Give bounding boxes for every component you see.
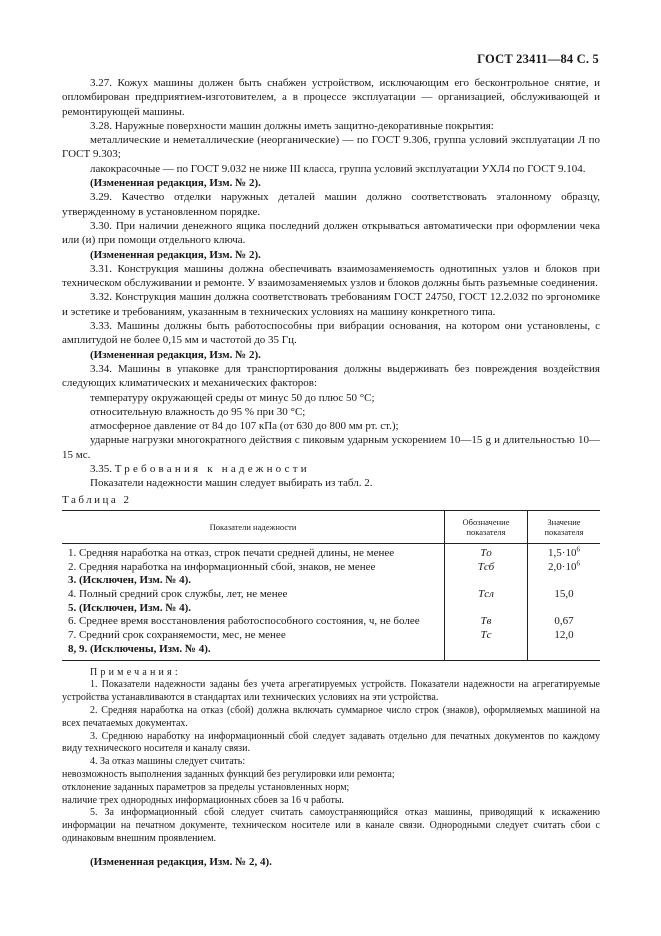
cell-indicator: 3. (Исключен, Изм. № 4). xyxy=(62,574,445,588)
cell-indicator: 5. (Исключен, Изм. № 4). xyxy=(62,602,445,616)
clause-3-29: 3.29. Качество отделки наружных деталей машин должно соответствовать эталонному образцу, утвержденному в установленном порядке. xyxy=(62,191,600,218)
cell-value xyxy=(528,643,601,660)
cell-indicator: 6. Среднее время восстановления работоспособного состояния, ч, не более xyxy=(62,615,445,629)
note-4-b: отклонение заданных параметров за пределы установленных норм; xyxy=(62,781,350,793)
clause-3-32: 3.32. Конструкция машин должна соответствовать требованиям ГОСТ 24750, ГОСТ 12.2.032 по эргономике и эстетике и требованиям, указанным в технических условиях на машину конкретного типа. xyxy=(62,291,600,318)
clause-3-34-temperature: температуру окружающей среды от минус 50 до плюс 50 °С; xyxy=(90,391,375,404)
note-2: 2. Средняя наработка на отказ (сбой) должна включать суммарное число строк (знаков), оформляемых машиной на всех печатаемых документах. xyxy=(62,704,600,729)
cell-indicator: 2. Средняя наработка на информационный сбой, знаков, не менее xyxy=(62,561,445,575)
note-4-a: невозможность выполнения заданных функций без регулировки или ремонта; xyxy=(62,768,395,780)
cell-indicator: 7. Средний срок сохраняемости, мес, не менее xyxy=(62,629,445,643)
cell-symbol: Tсл xyxy=(445,588,528,602)
clause-3-35-heading xyxy=(62,462,600,476)
cell-indicator: 4. Полный средний срок службы, лет, не менее xyxy=(62,588,445,602)
revision-note: (Измененная редакция, Изм. № 2). xyxy=(90,177,261,190)
value-text: 0,67 xyxy=(554,615,574,628)
cell-value xyxy=(528,602,601,616)
document-body xyxy=(62,76,600,869)
table-header-row xyxy=(62,510,600,543)
cell-value xyxy=(528,629,601,643)
table-row xyxy=(62,602,600,616)
value-text: 12,0 xyxy=(554,629,574,642)
clause-3-28-metal: металлические и неметаллические (неорганические) — по ГОСТ 9.306, группа условий эксплуатации Л по ГОСТ 9.303; xyxy=(62,134,600,161)
table-row xyxy=(62,643,600,660)
clause-3-34-pressure: атмосферное давление от 84 до 107 кПа (от 630 до 800 мм рт. ст.); xyxy=(90,420,399,433)
revision-note: (Измененная редакция, Изм. № 2). xyxy=(90,348,261,361)
clause-3-35-text: Показатели надежности машин следует выбирать из табл. 2. xyxy=(90,477,373,490)
value-text: 1,5·10 xyxy=(548,546,577,559)
cell-indicator: 8, 9. (Исключены, Изм. № 4). xyxy=(62,643,445,660)
cell-value xyxy=(528,558,601,575)
table-row xyxy=(62,588,600,602)
value-text: 2,0·10 xyxy=(548,560,577,573)
notes-section xyxy=(62,667,600,846)
cell-value xyxy=(528,588,601,602)
value-exponent: 6 xyxy=(576,545,580,554)
value-exponent: 6 xyxy=(576,558,580,567)
page-header: ГОСТ 23411—84 С. 5 xyxy=(477,52,599,66)
value-text: 15,0 xyxy=(554,588,574,601)
cell-symbol: Tсб xyxy=(445,561,528,575)
table-row xyxy=(62,543,600,560)
table-row xyxy=(62,629,600,643)
cell-symbol xyxy=(445,602,528,616)
clause-3-34-shock: ударные нагрузки многократного действия с пиковым ударным ускорением 10—15 g и длительностью 10—15 мс. xyxy=(62,434,600,461)
cell-value xyxy=(528,574,601,588)
final-revision-note: (Измененная редакция, Изм. № 2, 4). xyxy=(90,855,272,868)
reliability-table xyxy=(62,510,600,661)
cell-symbol xyxy=(445,574,528,588)
cell-symbol: Tв xyxy=(445,615,528,629)
note-1: 1. Показатели надежности заданы без учета агрегатируемых устройств. Показатели надежности на агрегатируемые устройства устанавливаются в стандартах или технических условиях на эти устройства. xyxy=(62,679,600,704)
revision-note: (Измененная редакция, Изм. № 2). xyxy=(90,248,261,261)
header-value: Значение показателя xyxy=(528,510,601,543)
clause-3-28-paint: лакокрасочные — по ГОСТ 9.032 не ниже III класса, группа условий эксплуатации УХЛ4 по ГОСТ 9.104. xyxy=(90,162,586,175)
clause-number: 3.35. xyxy=(90,463,112,476)
clause-3-33: 3.33. Машины должны быть работоспособны при вибрации основания, на котором они установлены, с амплитудой не более 0,15 мм и частотой до 35 Гц. xyxy=(62,320,600,347)
header-symbol: Обозначение показателя xyxy=(445,510,528,543)
section-title: Требования к надежности xyxy=(114,463,310,476)
cell-value xyxy=(528,543,601,560)
note-4-c: наличие трех однородных информационных сбоев за 16 ч работы. xyxy=(62,794,345,806)
cell-symbol xyxy=(445,643,528,660)
clause-3-30: 3.30. При наличии денежного ящика последний должен открываться автоматически при оформлении чека или (и) при помощи отдельного ключа. xyxy=(62,219,600,247)
cell-value xyxy=(528,615,601,629)
table-row xyxy=(62,574,600,588)
cell-symbol: Tс xyxy=(445,629,528,643)
cell-symbol: Tо xyxy=(445,543,528,560)
clause-3-34-humidity: относительную влажность до 95 % при 30 °С; xyxy=(90,405,306,418)
clause-3-34: 3.34. Машины в упаковке для транспортирования должны выдерживать без повреждения воздействия следующих климатических и механических факторов: xyxy=(62,362,600,390)
note-3: 3. Среднюю наработку на информационный сбой следует задавать отдельно для печатных документов по каждому виду технического носителя и каналу связи. xyxy=(62,730,600,755)
notes-title: Примечания: xyxy=(90,666,181,678)
clause-3-28: 3.28. Наружные поверхности машин должны иметь защитно-декоративные покрытия: xyxy=(90,119,494,132)
clause-3-31: 3.31. Конструкция машины должна обеспечивать взаимозаменяемость однотипных узлов и блоков при техническом обслуживании и ремонте. У взаимозаменяемых узлов и блоков должны быть разъемные соединения. xyxy=(62,262,600,290)
table-row xyxy=(62,561,600,575)
table-caption: Таблица 2 xyxy=(62,493,132,506)
table-row xyxy=(62,615,600,629)
header-indicator: Показатели надежности xyxy=(62,510,445,543)
clause-3-27: 3.27. Кожух машины должен быть снабжен устройством, исключающим его бесконтрольное снятие, и опломбирован предприятием-изготовителем, а в процессе эксплуатации — организацией, обслуживающей и ремонтирующей машины. xyxy=(62,77,600,118)
cell-indicator: 1. Средняя наработка на отказ, строк печати средней длины, не менее xyxy=(62,543,445,560)
note-5: 5. За информационный сбой следует считать самоустраняющийся отказ машины, приводящий к искажению информации на печатном документе, техническом носителе или в канале связи. Однородными следует считать сбои с одинаковым внешним проявлением. xyxy=(62,807,600,844)
note-4: 4. За отказ машины следует считать: xyxy=(90,756,246,768)
